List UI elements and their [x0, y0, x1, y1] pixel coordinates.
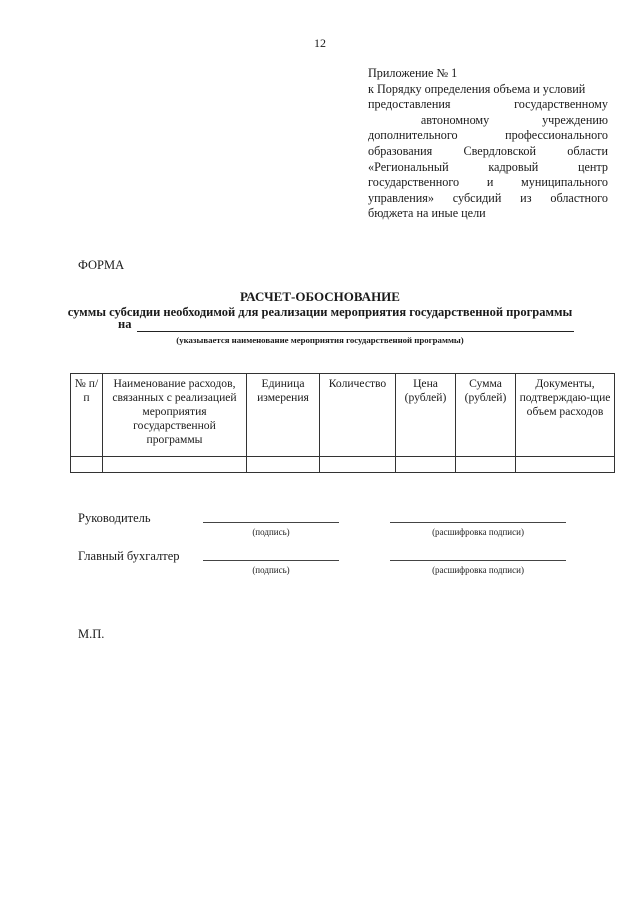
page-number: 12: [314, 36, 326, 50]
document-subtitle: суммы субсидии необходимой для реализации мероприятия государственной программы: [67, 305, 573, 319]
table-cell[interactable]: [247, 457, 320, 473]
col-expense-name: Наименование расходов, связанных с реализацией мероприятия государственной программы: [103, 374, 247, 457]
col-number: № п/п: [71, 374, 103, 457]
event-name-note: (указывается наименование мероприятия государственной программы): [176, 335, 464, 345]
event-name-field[interactable]: [137, 319, 574, 332]
appendix-line: [368, 82, 608, 98]
accountant-signature-caption: (подпись): [252, 565, 290, 575]
appendix-word: к Порядку определения объема и условий: [368, 81, 586, 96]
on-label: на: [118, 317, 132, 331]
appendix-word: кадровый: [488, 159, 539, 174]
appendix-line: [368, 191, 608, 207]
appendix-word: государственного: [368, 175, 460, 190]
event-name-row: [118, 317, 578, 332]
appendix-word: субсидий: [452, 190, 502, 205]
appendix-line: [368, 206, 608, 222]
appendix-word: из: [520, 190, 532, 205]
appendix-word: муниципального: [521, 175, 608, 190]
calculation-table: [70, 373, 615, 473]
appendix-word: бюджета на иные цели: [368, 206, 486, 221]
appendix-word: государственному: [514, 97, 608, 112]
appendix-word: управления»: [368, 190, 434, 205]
appendix-word: области: [567, 143, 608, 158]
appendix-line: [368, 160, 608, 176]
appendix-word: Свердловской: [463, 143, 537, 158]
head-decode-line[interactable]: [390, 521, 566, 523]
col-sum: Сумма (рублей): [456, 374, 516, 457]
col-price: Цена (рублей): [396, 374, 456, 457]
accountant-signature-line[interactable]: [203, 559, 339, 561]
appendix-word: «Региональный: [368, 159, 449, 174]
table-header-row: [71, 374, 615, 457]
table-cell[interactable]: [103, 457, 247, 473]
col-documents: Документы, подтверждаю-щие объем расходов: [516, 374, 615, 457]
appendix-word: центр: [577, 159, 608, 174]
table-cell[interactable]: [396, 457, 456, 473]
appendix-word: областного: [550, 190, 608, 205]
head-decode-caption: (расшифровка подписи): [432, 527, 524, 537]
table-cell[interactable]: [456, 457, 516, 473]
accountant-decode-line[interactable]: [390, 559, 566, 561]
table-cell[interactable]: [71, 457, 103, 473]
appendix-line: [368, 97, 608, 113]
document-title: РАСЧЕТ-ОБОСНОВАНИЕ: [240, 289, 400, 304]
table-cell[interactable]: [516, 457, 615, 473]
head-signature-line[interactable]: [203, 521, 339, 523]
appendix-line: [368, 144, 608, 160]
appendix-word: и: [486, 175, 494, 190]
appendix-line: [368, 128, 608, 144]
appendix-line: [368, 113, 608, 129]
accountant-decode-caption: (расшифровка подписи): [432, 565, 524, 575]
col-unit: Единица измерения: [247, 374, 320, 457]
appendix-word: дополнительного: [368, 128, 458, 143]
appendix-word: Приложение № 1: [368, 66, 458, 80]
col-quantity: Количество: [320, 374, 396, 457]
appendix-header: [368, 66, 608, 222]
appendix-word: предоставления: [368, 97, 451, 112]
head-signature-caption: (подпись): [252, 527, 290, 537]
appendix-word: образования: [368, 143, 433, 158]
appendix-word: профессионального: [505, 128, 608, 143]
appendix-word: учреждению: [542, 112, 608, 127]
table-cell[interactable]: [320, 457, 396, 473]
stamp-label: М.П.: [78, 627, 105, 641]
accountant-label: Главный бухгалтер: [78, 549, 180, 563]
head-label: Руководитель: [78, 511, 151, 525]
appendix-line: [368, 66, 608, 82]
appendix-line: [368, 175, 608, 191]
form-label: ФОРМА: [78, 258, 125, 272]
table-row: [71, 457, 615, 473]
appendix-word: автономному: [420, 112, 490, 127]
